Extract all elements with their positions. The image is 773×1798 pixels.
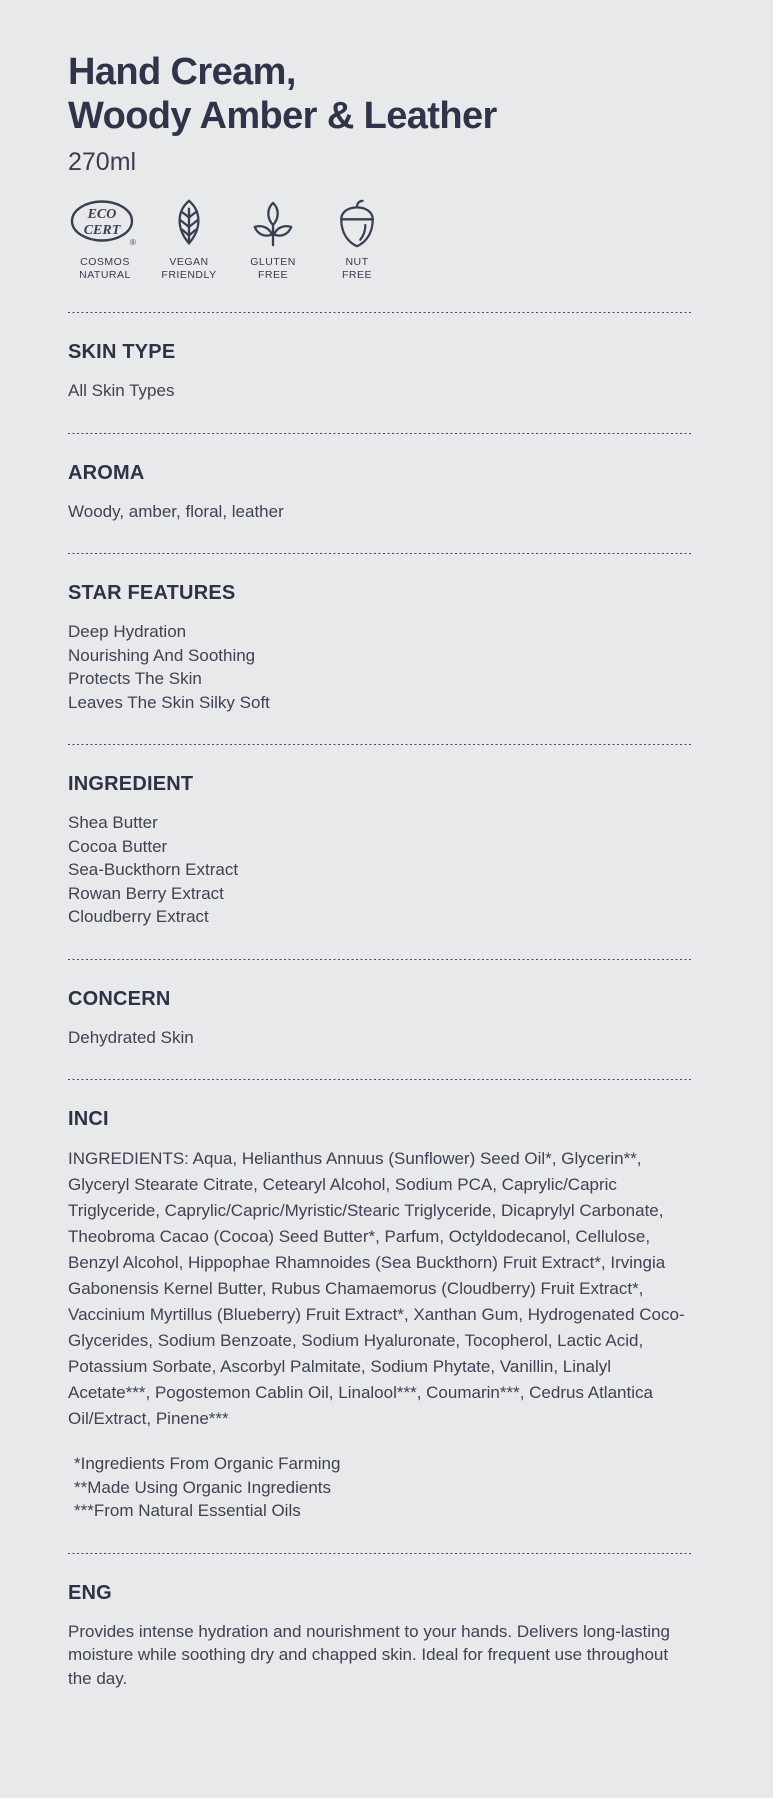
star-feature-item: Deep Hydration [68,622,187,641]
section-heading-inci: INCI [68,1108,109,1130]
inci-footnote: **Made Using Organic Ingredients [74,1477,332,1497]
section-divider [68,1079,693,1080]
section-divider [68,1553,693,1554]
leaf-icon [169,199,209,249]
ecocert-logo-icon [69,199,141,249]
concern-value: Dehydrated Skin [68,1027,194,1047]
inci-footnote: *Ingredients From Organic Farming [74,1454,341,1473]
section-inci [68,1106,693,1523]
section-divider [68,744,693,745]
badge-label-gluten-free: GLUTEN FREE [250,256,296,281]
aroma-value: Woody, amber, floral, leather [68,501,284,521]
section-eng [68,1580,693,1691]
badge-label-vegan-friendly: VEGAN FRIENDLY [161,256,217,281]
section-concern [68,986,693,1050]
ingredient-item: Cocoa Butter [68,836,168,856]
section-ingredient [68,771,693,929]
section-divider [68,433,693,434]
section-divider [68,312,693,313]
section-heading-star-features: STAR FEATURES [68,582,236,604]
inci-footnotes [68,1452,693,1523]
section-heading-aroma: AROMA [68,461,145,484]
section-aroma [68,460,693,524]
acorn-icon [336,199,378,249]
badge-label-cosmos-natural: COSMOS NATURAL [79,256,131,281]
ingredient-item: Cloudberry Extract [68,907,209,926]
certification-badges [68,199,693,282]
section-divider [68,553,693,554]
ingredient-item: Shea Butter [68,813,158,832]
star-feature-item: Protects The Skin [68,669,202,688]
product-title-line2: Woody Amber & Leather [68,95,497,137]
badge-vegan-friendly [152,199,226,282]
badge-cosmos-natural [68,199,142,282]
section-divider [68,959,693,960]
badge-gluten-free [236,199,310,282]
section-heading-eng: ENG [68,1581,112,1604]
section-skin-type [68,339,693,403]
star-feature-item: Nourishing And Soothing [68,645,256,665]
product-title [68,50,693,138]
skin-type-value: All Skin Types [68,381,175,400]
section-heading-skin-type: SKIN TYPE [68,341,176,363]
inci-footnote: ***From Natural Essential Oils [74,1501,301,1520]
star-feature-item: Leaves The Skin Silky Soft [68,692,270,712]
section-heading-concern: CONCERN [68,987,171,1010]
badge-nut-free [320,199,394,282]
sprout-icon [249,199,297,249]
eng-description-paragraph: Provides intense hydration and nourishment to your hands. Delivers long-lasting moisture while soothing dry and chapped skin. Ideal for frequent use throughout the day. [68,1621,670,1688]
section-star-features [68,580,693,714]
ingredient-item: Sea-Buckthorn Extract [68,860,239,879]
product-title-line1: Hand Cream, [68,51,296,93]
svg-text:ECO: ECO [87,207,117,222]
svg-text:®: ® [130,238,136,247]
inci-ingredients-paragraph: INGREDIENTS: Aqua, Helianthus Annuus (Sunflower) Seed Oil*, Glycerin**, Glyceryl Stearate Citrate, Cetearyl Alcohol, Sodium PCA, Caprylic/Capric Triglyceride, Caprylic/Capric/Myristic/Stearic Triglyceride, Dicaprylyl Carbonate, Theobroma Cacao (Cocoa) Seed Butter*, Parfum, Octyldodecanol, Cellulose, Benzyl Alcohol, Hippophae Rhamnoides (Sea Buckthorn) Fruit Extract*, Irvingia Gabonensis Kernel Butter, Rubus Chamaemorus (Cloudberry) Fruit Extract*, Vaccinium Myrtillus (Blueberry) Fruit Extract*, Xanthan Gum, Hydrogenated Coco-Glycerides, Sodium Benzoate, Sodium Hyaluronate, Tocopherol, Lactic Acid, Potassium Sorbate, Ascorbyl Palmitate, Sodium Phytate, Vanillin, Linalyl Acetate***, Pogostemon Cablin Oil, Linalool***, Coumarin***, Cedrus Atlantica Oil/Extract, Pinene*** [68,1149,685,1428]
ingredient-item: Rowan Berry Extract [68,883,224,903]
section-heading-ingredient: INGREDIENT [68,773,194,795]
badge-label-nut-free: NUT FREE [341,256,372,281]
svg-text:CERT: CERT [83,223,121,238]
product-volume: 270ml [68,148,137,176]
